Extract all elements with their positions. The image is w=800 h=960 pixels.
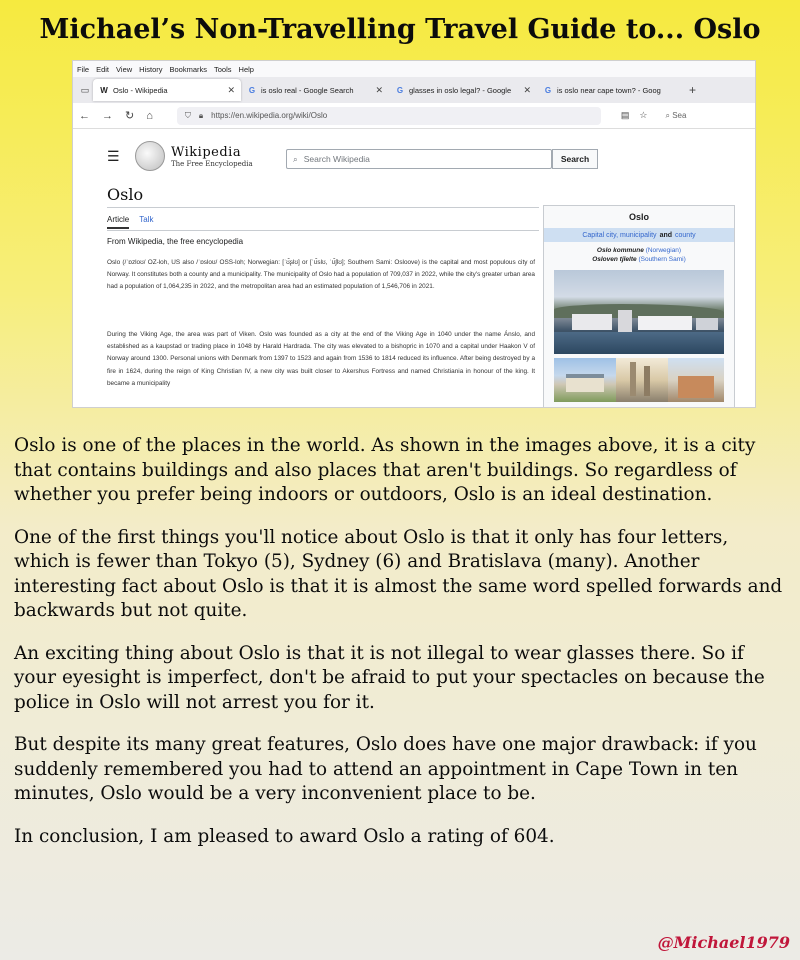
paragraph-conclusion: In conclusion, I am pleased to award Oslo a rating of 604. (14, 825, 555, 847)
tab-label: is oslo real - Google Search (261, 85, 354, 95)
browser-screenshot (72, 60, 756, 408)
search-placeholder: Search Wikipedia (303, 154, 370, 164)
paragraph-drawback: But despite its many great features, Oslo does have one major drawback: if you suddenly remembered you had to attend an appointment in Cape Town in ten minutes, Oslo would be a very inconvenient place to be. (14, 734, 757, 804)
native-name-2: Osloven tjïelte (592, 255, 637, 263)
link-municipality[interactable]: municipality (619, 231, 657, 239)
wordmark-text: Wikipedia (171, 144, 242, 160)
close-icon[interactable]: ✕ (523, 84, 531, 95)
link-county[interactable]: county (675, 231, 696, 239)
city-hall-towers-photo[interactable] (616, 358, 668, 402)
menu-tools[interactable]: Tools (214, 64, 232, 74)
infobox (543, 205, 735, 408)
tab-label: is oslo near cape town? - Goog (557, 85, 661, 95)
lock-icon: 🔒︎ (198, 110, 204, 120)
close-icon[interactable]: ✕ (375, 84, 383, 95)
paragraph-intro: Oslo is one of the places in the world. As shown in the images above, it is a city that contains buildings and also places that aren't buildings. So regardless of whether you prefer being indoors or outdoors, Oslo is an ideal destination. (14, 435, 756, 505)
article-tabs (107, 215, 153, 229)
tab-list-icon[interactable]: ▭ (80, 84, 90, 95)
article-paragraph: During the Viking Age, the area was part of Viken. Oslo was founded as a city at the end of the Viking Age in 1040 under the name Ánslo, and established as a kaupstad or trading place in 1048 by Harald Hardrada. The city was elevated to a bishopric in 1070 and a capital under Haakon V of Norway around 1300. Personal unions with Denmark from 1397 to 1523 and again from 1536 to 1814 reduced its influence. After being destroyed by a fire in 1624, during the reign of King Christian IV, a new city was built closer to Akershus Fortress and named Christiania in honour of the king. It became a municipality (107, 331, 535, 387)
tab-article[interactable]: Article (107, 215, 129, 229)
wiki-search-input[interactable] (286, 149, 552, 169)
infobox-subtitle (544, 228, 734, 242)
reader-view-icon[interactable]: ▤ (620, 110, 630, 120)
native-name-1: Oslo kommune (596, 247, 644, 254)
nav-bar (73, 103, 755, 129)
tab-talk[interactable]: Talk (139, 215, 154, 224)
divider (107, 207, 539, 208)
street-houses-photo[interactable] (668, 358, 724, 402)
menu-bookmarks[interactable]: Bookmarks (169, 64, 208, 74)
from-wikipedia-line: From Wikipedia, the free encyclopedia (107, 237, 244, 246)
hamburger-menu-icon[interactable]: ☰ (107, 147, 120, 164)
wikipedia-favicon-icon: W (100, 85, 108, 95)
url-bar[interactable] (177, 107, 601, 125)
paragraph-glasses: An exciting thing about Oslo is that it is not illegal to wear glasses there. So if your eyesight is imperfect, don't be afraid to put your spectacles on because the police in Oslo will not arrest you for it. (14, 642, 765, 713)
native-name-2-lang[interactable]: (Southern Sami) (638, 255, 686, 263)
search-icon: ⌕ (293, 153, 298, 164)
home-icon[interactable]: ⌂ (146, 109, 153, 122)
google-favicon-icon: G (248, 85, 256, 95)
forward-arrow-icon[interactable]: → (102, 109, 113, 122)
infobox-and: and (659, 231, 673, 239)
menu-file[interactable]: File (77, 64, 90, 74)
tab-oslo-wikipedia[interactable] (93, 79, 241, 101)
close-icon[interactable]: ✕ (227, 84, 235, 95)
infobox-title: Oslo (628, 212, 649, 222)
url-text: https://en.wikipedia.org/wiki/Oslo (211, 111, 328, 120)
search-icon: ⌕ (665, 110, 670, 120)
menu-bar (73, 61, 755, 77)
wiki-search-button[interactable]: Search (552, 149, 598, 169)
browser-search-placeholder: Sea (672, 110, 687, 120)
tab-glasses-in-oslo[interactable] (389, 79, 537, 101)
national-theatre-photo[interactable] (554, 358, 616, 402)
native-name-1-lang[interactable]: (Norwegian) (645, 247, 682, 254)
back-arrow-icon[interactable]: ← (79, 109, 90, 122)
wikipedia-page (73, 129, 755, 408)
article-paragraph: Oslo (/ˈɒzloʊ/ OZ-loh, US also /ˈɒsloʊ/ OSS-loh; Norwegian: [ˈʊ̂ʂlʊ] or [ˈʊ̂slʊ, ˈʊ̂ʃlʊ]; Southern Sami: Osloove) is the capital and most populous city of Norway. It constitutes both a county and a municipality. The municipality of Oslo had a population of 709,037 in 2022, while the city's greater urban area had a population of 1,064,235 in 2022, and the metropolitan area had an estimated population of 1,546,706 in 2021. (107, 259, 535, 291)
wikipedia-globe-logo[interactable] (135, 141, 165, 171)
new-tab-button[interactable]: + (689, 83, 697, 97)
reload-icon[interactable]: ↻ (125, 110, 135, 122)
menu-view[interactable]: View (116, 64, 133, 74)
tab-oslo-near-cape-town[interactable] (537, 79, 685, 101)
tab-is-oslo-real[interactable] (241, 79, 389, 101)
wiki-header (107, 141, 253, 171)
article-body (14, 434, 786, 867)
divider (107, 230, 539, 231)
wikipedia-wordmark[interactable] (171, 145, 253, 168)
author-handle: @Michael1979 (657, 933, 790, 952)
google-favicon-icon: G (396, 85, 404, 95)
google-favicon-icon: G (544, 85, 552, 95)
bookmark-star-icon[interactable]: ☆ (639, 110, 648, 120)
tab-bar (73, 77, 755, 103)
link-capital-city[interactable]: Capital city, (582, 231, 619, 239)
menu-help[interactable]: Help (238, 64, 254, 74)
page-title: Michael’s Non-Travelling Travel Guide to... Oslo (39, 14, 761, 45)
paragraph-letters: One of the first things you'll notice about Oslo is that it only has four letters, which is fewer than Tokyo (5), Sydney (6) and Bratislava (many). Another interesting fact about Oslo is that it is almost the same word spelled forwards and backwards but not quite. (14, 526, 783, 621)
tagline: The Free Encyclopedia (171, 159, 253, 168)
oslo-skyline-photo[interactable] (554, 270, 724, 354)
shield-icon: ⛉ (184, 110, 191, 120)
browser-search-box[interactable] (665, 111, 686, 121)
menu-history[interactable]: History (139, 64, 163, 74)
tab-label: glasses in oslo legal? - Google (409, 85, 512, 95)
infobox-names (544, 242, 734, 264)
tab-label: Oslo - Wikipedia (113, 85, 168, 95)
menu-edit[interactable]: Edit (96, 64, 110, 74)
article-title: Oslo (107, 185, 144, 204)
